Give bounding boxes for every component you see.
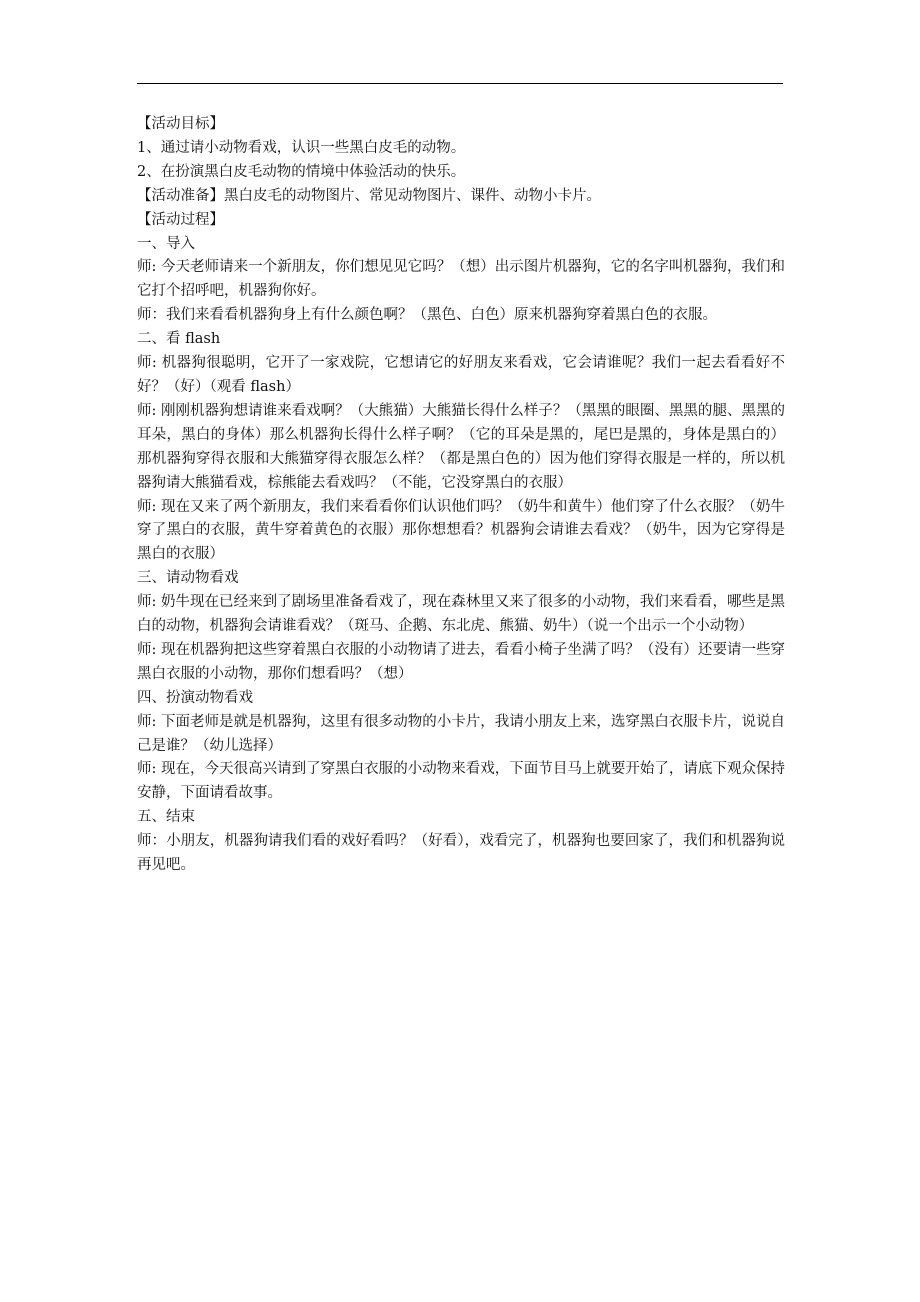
step-heading-ending: 五、结束 <box>137 809 195 826</box>
objective-item-1: 1、通过请小动物看戏，认识一些黑白皮毛的动物。 <box>137 139 466 156</box>
preparation-paragraph: 【活动准备】黑白皮毛的动物图片、常见动物图片、课件、动物小卡片。 <box>137 187 601 204</box>
roleplay-paragraph-2: 师: 现在，今天很高兴请到了穿黑白衣服的小动物来看戏，下面节目马上就要开始了，请底下观众保持安静，下面请看故事。 <box>137 761 785 802</box>
intro-paragraph-2: 师：我们来看看机器狗身上有什么颜色啊？（黑色、白色）原来机器狗穿着黑白色的衣服。 <box>137 307 717 324</box>
invite-paragraph-1: 师: 奶牛现在已经来到了剧场里准备看戏了，现在森林里又来了很多的小动物，我们来看看，哪些是黑白的动物，机器狗会请谁看戏？（斑马、企鹅、东北虎、熊猫、奶牛）（说一个出示一个小动物） <box>137 594 785 635</box>
document-body <box>137 113 785 878</box>
section-heading-process: 【活动过程】 <box>137 211 224 228</box>
header-rule <box>137 83 783 84</box>
step-heading-roleplay: 四、扮演动物看戏 <box>137 689 253 706</box>
step-heading-flash: 二、看 flash <box>137 331 221 348</box>
flash-paragraph-2: 师: 刚刚机器狗想请谁来看戏啊？（大熊猫）大熊猫长得什么样子？（黑黑的眼圈、黑黑的腿、黑黑的耳朵，黑白的身体）那么机器狗长得什么样子啊？（它的耳朵是黑的，尾巴是黑的，身体是黑白的）那机器狗穿得衣服和大熊猫穿得衣服怎么样？（都是黑白色的）因为他们穿得衣服是一样的，所以机器狗请大熊猫看戏，棕熊能去看戏吗？（不能，它没穿黑白的衣服） <box>137 402 785 491</box>
section-heading-objectives: 【活动目标】 <box>137 116 224 132</box>
objective-item-2: 2、在扮演黑白皮毛动物的情境中体验活动的快乐。 <box>137 163 466 180</box>
flash-paragraph-3: 师: 现在又来了两个新朋友，我们来看看你们认识他们吗？（奶牛和黄牛）他们穿了什么衣服？（奶牛穿了黑白的衣服，黄牛穿着黄色的衣服）那你想想看？机器狗会请谁去看戏？（奶牛，因为它穿得是黑白的衣服） <box>137 498 785 563</box>
invite-paragraph-2: 师: 现在机器狗把这些穿着黑白衣服的小动物请了进去，看看小椅子坐满了吗？（没有）还要请一些穿黑白衣服的小动物，那你们想看吗？（想） <box>137 641 785 682</box>
step-heading-intro: 一、导入 <box>137 235 195 252</box>
intro-paragraph-1: 师: 今天老师请来一个新朋友，你们想见见它吗？（想）出示图片机器狗，它的名字叫机器狗，我们和它打个招呼吧，机器狗你好。 <box>137 259 785 300</box>
ending-paragraph: 师：小朋友，机器狗请我们看的戏好看吗？（好看），戏看完了，机器狗也要回家了，我们和机器狗说再见吧。 <box>137 833 785 874</box>
roleplay-paragraph-1: 师: 下面老师是就是机器狗，这里有很多动物的小卡片，我请小朋友上来，选穿黑白衣服卡片，说说自己是谁？（幼儿选择） <box>137 713 785 754</box>
flash-paragraph-1: 师: 机器狗很聪明，它开了一家戏院，它想请它的好朋友来看戏，它会请谁呢？我们一起去看看好不好？（好）（观看 flash） <box>137 355 785 395</box>
step-heading-invite: 三、请动物看戏 <box>137 570 239 587</box>
